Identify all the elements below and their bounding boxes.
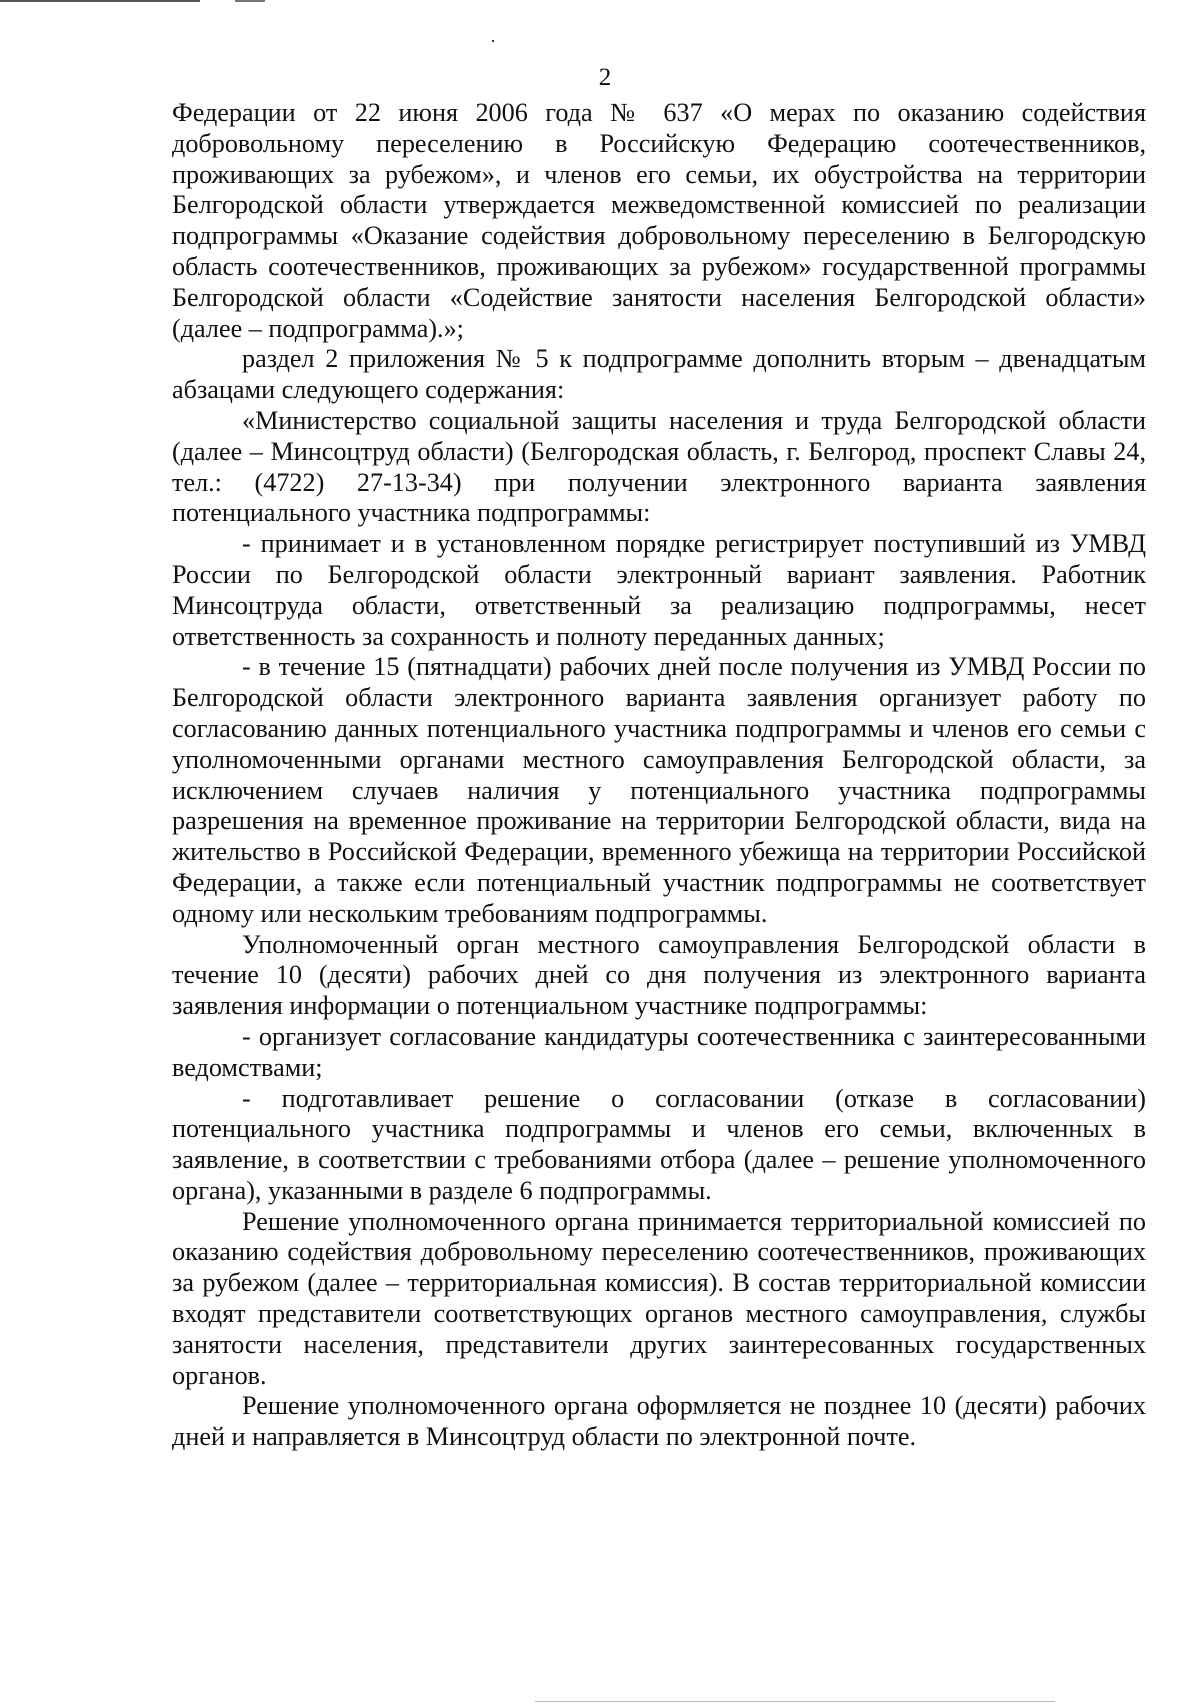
paragraph: Решение уполномоченного органа оформляется не позднее 10 (десяти) рабочих дней и направляется в Минсоцтруд области по электронной почте. — [172, 1391, 1146, 1452]
paragraph: - в течение 15 (пятнадцати) рабочих дней после получения из УМВД России по Белгородской области электронного варианта заявления организует работу по согласованию данных потенциального участника подпрограммы и членов его семьи с уполномоченными органами местного самоуправления Белгородской области, за исключением случаев наличия у потенциального участника подпрограммы разрешения на временное проживание на территории Белгородской области, вида на жительство в Российской Федерации, временного убежища на территории Российской Федерации, а также если потенциальный участник подпрограммы не соответствует одному или нескольким требованиям подпрограммы. — [172, 652, 1146, 928]
paragraph: - принимает и в установленном порядке регистрирует поступивший из УМВД России по Белгородской области электронный вариант заявления. Работник Минсоцтруда области, ответственный за реализацию подпрограммы, несет ответственность за сохранность и полноту переданных данных; — [172, 529, 1146, 651]
paragraph: - подготавливает решение о согласовании (отказе в согласовании) потенциального участника подпрограммы и членов его семьи, включенных в заявление, в соответствии с требованиями отбора (далее – решение уполномоченного органа), указанными в разделе 6 подпрограммы. — [172, 1083, 1146, 1205]
paragraph: Решение уполномоченного органа принимается территориальной комиссией по оказанию содействия добровольному переселению соотечественников, проживающих за рубежом (далее – территориальная комиссия). В состав территориальной комиссии входят представители соответствующих органов местного самоуправления, службы занятости населения, представители других заинтересованных государственных органов. — [172, 1206, 1146, 1390]
paragraph: «Министерство социальной защиты населения и труда Белгородской области (далее – Минсоцтруд области) (Белгородская область, г. Белгород, проспект Славы 24, тел.: (4722) 27-13-34) при получении электронного варианта заявления потенциального участника подпрограммы: — [172, 405, 1146, 528]
paragraph: - организует согласование кандидатуры соотечественника с заинтересованными ведомствами; — [172, 1021, 1146, 1082]
scan-speck — [492, 40, 494, 42]
paragraph: раздел 2 приложения № 5 к подпрограмме дополнить вторым – двенадцатым абзацами следующего содержания: — [172, 344, 1146, 405]
scan-edge-mark — [535, 1701, 1055, 1702]
scan-edge-mark — [235, 0, 265, 2]
paragraph: Федерации от 22 июня 2006 года № 637 «О мерах по оказанию содействия добровольному переселению в Российскую Федерацию соотечественников, проживающих за рубежом», и членов его семьи, их обустройства на территории Белгородской области утверждается межведомственной комиссией по реализации подпрограммы «Оказание содействия добровольному переселению в Белгородскую область соотечественников, проживающих за рубежом» государственной программы Белгородской области «Содействие занятости населения Белгородской области» (далее – подпрограмма).»; — [172, 98, 1146, 343]
document-body — [172, 98, 1146, 1453]
page-number: 2 — [598, 64, 612, 91]
paragraph: Уполномоченный орган местного самоуправления Белгородской области в течение 10 (десяти) рабочих дней со дня получения из электронного варианта заявления информации о потенциальном участнике подпрограммы: — [172, 929, 1146, 1021]
scan-edge-mark — [0, 0, 200, 2]
